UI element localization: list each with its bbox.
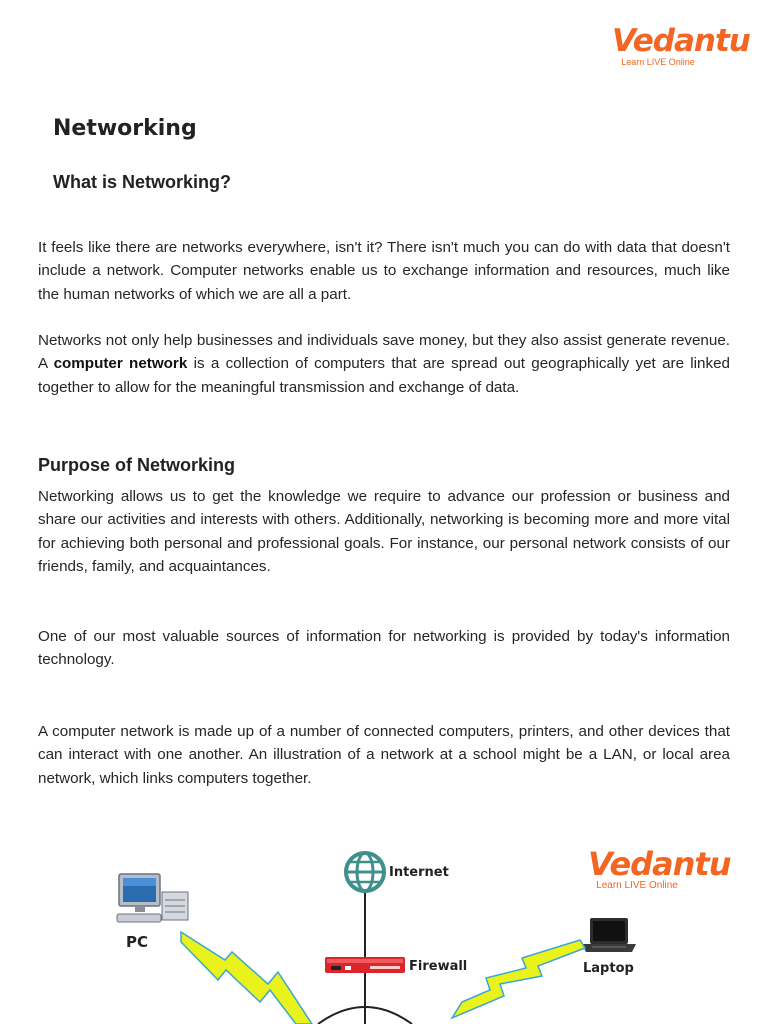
- wireless-bolt-right: [452, 940, 585, 1018]
- para2-text-after: is a collection of computers that are spread out geographically yet are linked together to allow for the meaningful transmission and exchange of data.: [38, 355, 730, 396]
- logo-tagline: Learn LIVE Online: [596, 880, 678, 891]
- logo-brand: Vedantu: [612, 23, 750, 59]
- paragraph-intro: It feels like there are networks everywhere, isn't it? There isn't much you can do with data that doesn't include a network. Computer networks enable us to exchange information and resources, much like the human networks of which we are all a part.: [38, 239, 730, 303]
- paragraph-computer-network-lan: A computer network is made up of a number of connected computers, printers, and other devices that can interact with one another. An illustration of a network at a school might be a LAN, or local area network, which links computers together.: [38, 723, 730, 787]
- paragraph-computer-network: [38, 329, 730, 399]
- logo-brand: Vedantu: [588, 845, 731, 883]
- para2-bold-term: computer network: [53, 355, 188, 373]
- firewall-icon: [325, 957, 405, 973]
- section-heading-purpose: Purpose of Networking: [38, 455, 236, 475]
- vedantu-logo: [612, 23, 750, 67]
- laptop-icon: [582, 918, 636, 952]
- network-diagram: [0, 830, 768, 1024]
- internet-label: Internet: [389, 865, 449, 880]
- laptop-label: Laptop: [583, 961, 634, 976]
- paragraph-information-technology: One of our most valuable sources of information for networking is provided by today's information technology.: [38, 628, 730, 669]
- paragraph-purpose: Networking allows us to get the knowledge we require to advance our profession or business and share our activities and interests with others. Additionally, networking is becoming more and more vital for achieving both personal and professional goals. For instance, our personal network consists of our friends, family, and acquaintances.: [38, 488, 730, 575]
- page-title: Networking: [53, 116, 197, 141]
- pc-icon: [117, 874, 188, 922]
- logo-tagline: Learn LIVE Online: [621, 57, 695, 67]
- globe-icon: [346, 853, 384, 891]
- para2-text-before: Networks not only help businesses and individuals save money, but they also assist generate revenue. A: [38, 332, 730, 373]
- wireless-bolt-left: [181, 932, 312, 1024]
- section-heading-what-is: What is Networking?: [53, 172, 232, 192]
- pc-label: PC: [126, 933, 149, 951]
- firewall-label: Firewall: [409, 959, 468, 974]
